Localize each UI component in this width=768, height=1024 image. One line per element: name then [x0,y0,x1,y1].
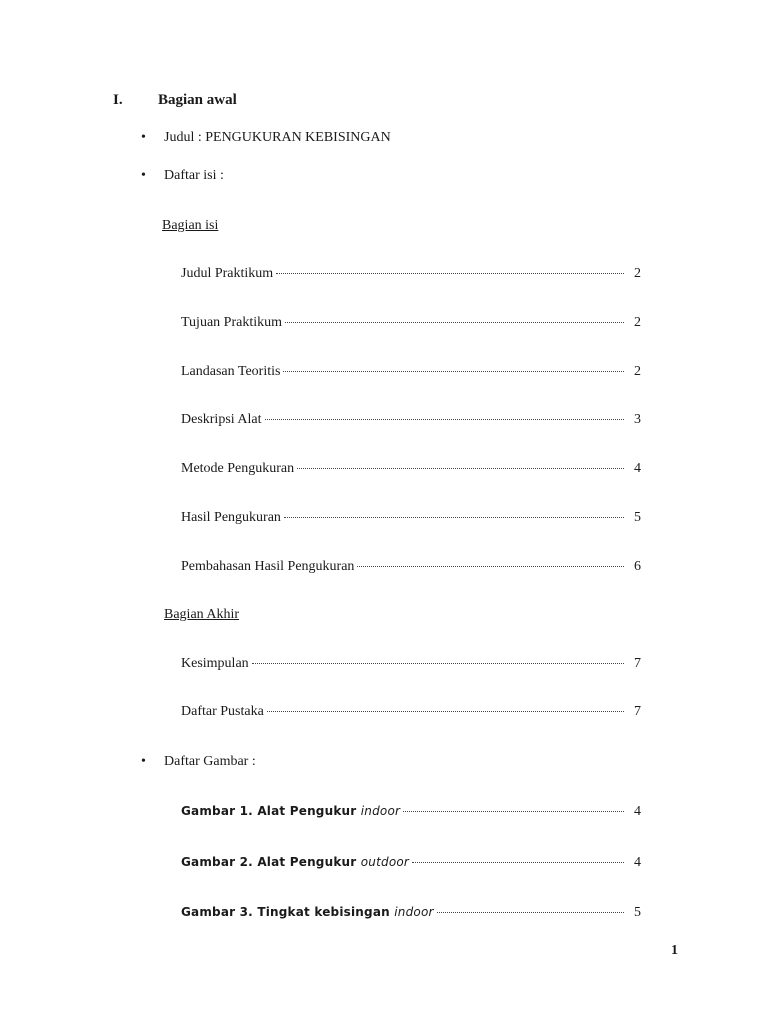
bagian-isi-heading: Bagian isi [162,218,219,233]
toc-page-number: 5 [634,510,641,525]
toc-label: Judul Praktikum [181,266,274,281]
toc-page-number: 6 [634,559,641,574]
toc-label: Hasil Pengukuran [181,510,281,525]
toc-row[interactable] [181,656,641,676]
toc-row[interactable] [181,364,641,384]
toc-row[interactable] [181,266,641,286]
toc-row[interactable] [181,510,641,530]
toc-label: Tujuan Praktikum [181,315,282,330]
toc-page-number: 4 [634,804,641,819]
toc-page-number: 2 [634,364,641,379]
figure-row[interactable] [181,804,641,824]
figure-label: Gambar 3. Tingkat kebisingan indoor [181,905,434,919]
section-number: I. [113,92,123,108]
toc-label: Landasan Teoritis [181,364,281,379]
figure-label: Gambar 1. Alat Pengukur indoor [181,804,401,818]
toc-label: Kesimpulan [181,656,249,671]
toc-page-number: 2 [634,266,641,281]
figure-label: Gambar 2. Alat Pengukur outdoor [181,855,410,869]
dot-leader [437,911,624,913]
toc-row[interactable] [181,315,641,335]
bullet-icon: • [141,130,146,145]
bullet-icon: • [141,168,146,183]
toc-label: Daftar Pustaka [181,704,264,719]
dot-leader [284,516,624,518]
toc-page-number: 3 [634,412,641,427]
dot-leader [276,272,624,274]
dot-leader [285,321,624,323]
dot-leader [412,861,624,863]
dot-leader [265,418,625,420]
toc-page-number: 7 [634,704,641,719]
bagian-akhir-heading: Bagian Akhir [164,607,240,622]
toc-page-number: 4 [634,461,641,476]
toc-page-number: 5 [634,905,641,920]
page-number: 1 [671,943,678,958]
toc-label: Deskripsi Alat [181,412,262,427]
toc-label: Pembahasan Hasil Pengukuran [181,559,355,574]
toc-row[interactable] [181,461,641,481]
toc-page-number: 7 [634,656,641,671]
dot-leader [403,810,624,812]
toc-page-number: 2 [634,315,641,330]
bullet-icon: • [141,754,146,769]
dot-leader [357,565,624,567]
dot-leader [267,710,624,712]
dot-leader [283,370,624,372]
section-title: Bagian awal [158,92,237,108]
toc-label: Metode Pengukuran [181,461,295,476]
figure-row[interactable] [181,905,641,925]
daftar-gambar-label: Daftar Gambar : [164,754,256,769]
toc-page-number: 4 [634,855,641,870]
toc-row[interactable] [181,559,641,579]
toc-row[interactable] [181,412,641,432]
daftar-isi-label: Daftar isi : [164,168,224,183]
dot-leader [297,467,624,469]
figure-row[interactable] [181,855,641,875]
dot-leader [252,662,624,664]
toc-row[interactable] [181,704,641,724]
judul-line: Judul : PENGUKURAN KEBISINGAN [164,130,391,145]
